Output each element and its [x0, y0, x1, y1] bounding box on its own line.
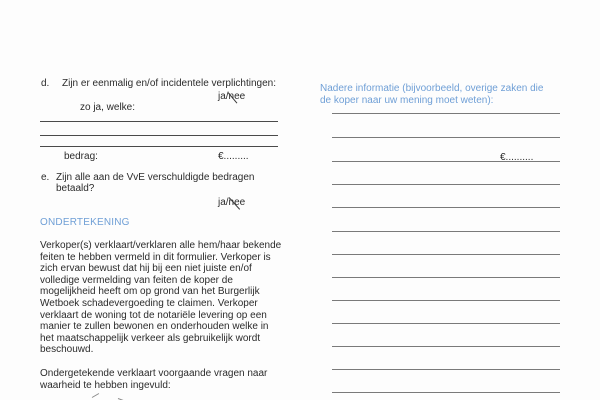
signing-paragraph-2-line: Ondergetekende verklaart voorgaande vragen naar [40, 368, 268, 379]
item-d-answer-line-3[interactable] [40, 146, 278, 147]
signing-paragraph-1-line: het maatschappelijk verkeer als gebruikelijk wordt [40, 332, 261, 344]
right-heading-line-1: Nadere informatie (bijvoorbeeld, overige zaken die [320, 83, 544, 94]
item-d-answer[interactable]: ja/nee [218, 91, 246, 102]
item-e-question-line-2: betaald? [56, 183, 95, 194]
notes-amount-field[interactable]: €.......... [500, 152, 534, 163]
item-d-amount-field[interactable]: €......... [218, 151, 249, 162]
notes-line[interactable] [332, 346, 560, 347]
signing-paragraph-1-line: feiten te hebben vermeld in dit formulier. Verkoper is [40, 251, 271, 263]
signing-paragraph-1-line: volledige vermelding van feiten de koper de [40, 274, 233, 286]
item-e-answer[interactable]: ja/nee [218, 197, 246, 208]
notes-line[interactable] [332, 137, 560, 138]
notes-line[interactable] [332, 184, 560, 185]
item-d-letter: d. [41, 78, 50, 89]
handwriting-mark [92, 393, 99, 398]
notes-line[interactable] [332, 207, 560, 208]
signing-paragraph-1-line: manier te zullen bewonen en onderhouden welke in [40, 321, 269, 333]
item-e-question-line-1: Zijn alle aan de VvE verschuldigde bedragen [56, 172, 255, 183]
item-d-answer-line-1[interactable] [40, 121, 278, 122]
notes-line[interactable] [332, 113, 560, 114]
signing-paragraph-1-line: beschouwd. [40, 344, 94, 356]
signing-paragraph-2 [40, 368, 290, 391]
notes-line[interactable] [332, 300, 560, 301]
signing-paragraph-1-line: Verkoper(s) verklaart/verklaren alle hem/haar bekende [40, 240, 282, 251]
signing-paragraph-1-line: Wetboek schadevergoeding te claimen. Verkoper [40, 297, 258, 309]
signing-paragraph-1 [40, 240, 290, 356]
signing-paragraph-1-line: mogelijkheid heeft om op grond van het Burgerlijk [40, 286, 260, 298]
notes-line[interactable] [332, 369, 560, 370]
signing-paragraph-2-line: waarheid te hebben ingevuld: [40, 379, 171, 391]
item-e-letter: e. [41, 172, 50, 183]
item-d-follow-up: zo ja, welke: [80, 102, 136, 113]
item-d-amount-label: bedrag: [64, 151, 98, 162]
signing-paragraph-1-line: verklaart de woning tot de notariële levering op een [40, 309, 267, 321]
item-d-answer-line-2[interactable] [40, 135, 278, 136]
signing-paragraph-1-line: zich ervan bewust dat hij bij een niet juiste en/of [40, 263, 252, 275]
notes-line[interactable] [332, 254, 560, 255]
right-heading-line-2: de koper naar uw mening moet weten): [320, 95, 494, 106]
notes-line[interactable] [332, 277, 560, 278]
notes-line[interactable] [332, 323, 560, 324]
notes-line[interactable] [332, 392, 560, 393]
item-d-question: Zijn er eenmalig en/of incidentele verplichtingen: [62, 78, 277, 89]
notes-line[interactable] [332, 231, 560, 232]
section-heading-ondertekening: ONDERTEKENING [40, 217, 130, 228]
